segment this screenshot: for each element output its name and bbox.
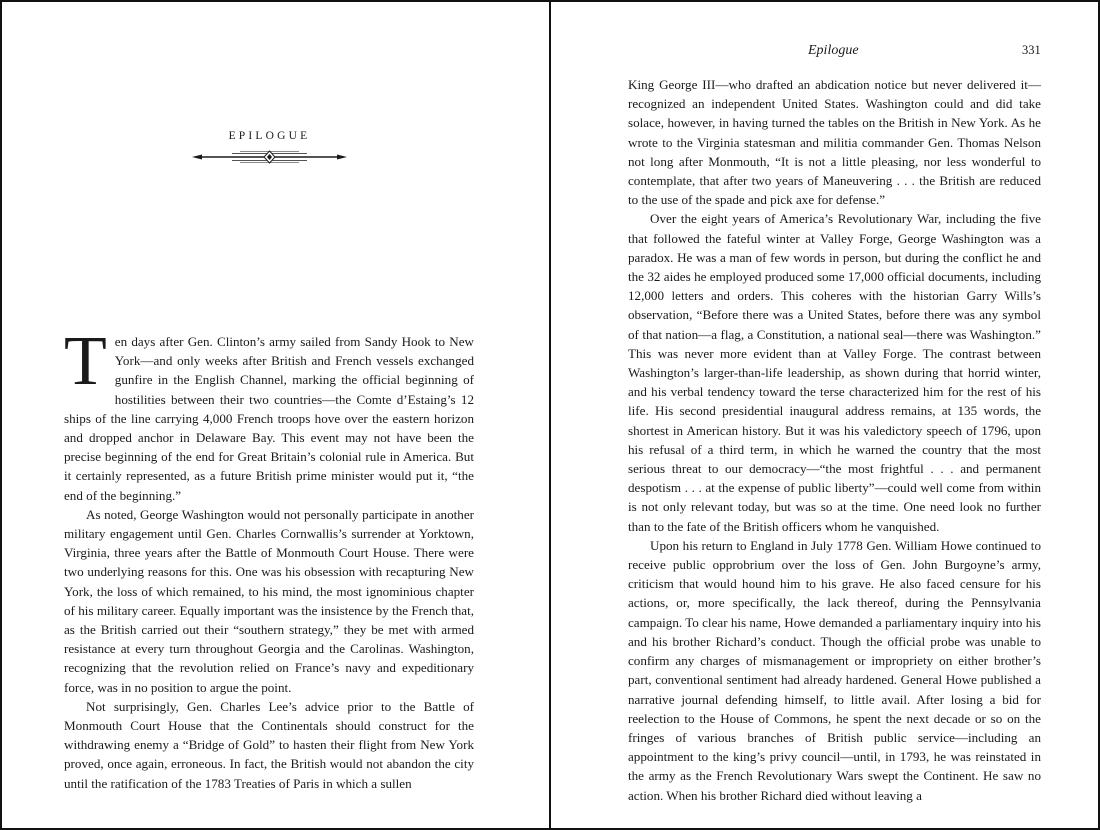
paragraph: Not surprisingly, Gen. Charles Lee’s advice prior to the Battle of Monmouth Court House that the Continentals should construct for the withdrawing enemy a “Bridge of Gold” to hasten their flight from New York proved, once again, erroneous. In fact, the British would not abandon the city until the ratification of the 1783 Treaties of Paris in which a sullen [64,698,474,791]
left-page [2,2,551,828]
left-body-text [64,323,474,793]
paragraph: Upon his return to England in July 1778 Gen. William Howe continued to receive public opprobrium over the loss of Gen. John Burgoyne’s army, criticism that would hound him to his grave. He also faced censure for his actions, or, more specifically, the lack thereof, during the Pennsylvania campaign. To clear his name, Howe demanded a parliamentary inquiry into his and his brother Richard’s conduct. Though the official probe was unable to confirm any charges of mismanagement or impropriety on either brother’s part, conventional sentiment had already hardened. General Howe published a narrative journal defending himself, to little avail. After losing a bid for reelection to the House of Commons, he spent the next decade or so on the fringes of various branches of British public service—including an appointment to the king’s privy council—until, in 1793, he was reinstated in the army as the French Revolutionary Wars swept the Continent. He saw no action. When his brother Richard died without leaving a [628,537,1041,803]
drop-cap: T [64,323,107,400]
right-body-text [628,75,1041,805]
chapter-heading: EPILOGUE [228,130,311,142]
paragraph-text: en days after Gen. Clinton’s army sailed from Sandy Hook to New York—and only weeks after British and French vessels exchanged gunfire in the English Channel, marking the official beginning of hostilities between their two countries—the Comte d’Estaing’s 12 ships of the line carrying 4,000 French troops hove over the eastern horizon and dropped anchor in Delaware Bay. This event may not have been the precise beginning of the end for Great Britain’s colonial rule in America. But it certainly represented, as a future British prime minister would put it, “the end of the beginning.” [64,334,474,503]
running-head: Epilogue [808,43,859,58]
paragraph: King George III—who drafted an abdication notice but never delivered it—recognized an independent United States. Washington could and did take solace, however, in having turned the tables on the British in New York. As he wrote to the Virginia statesman and militia commander Gen. Thomas Nelson not long after Monmouth, “It is not a little pleasing, nor less wonderful to contemplate, that after two years of Maneuvering . . . the British are reduced to the use of the spade and pick axe for defense.” [628,77,1041,208]
right-page [551,2,1098,828]
paragraph: As noted, George Washington would not personally participate in another military engagement until Gen. Charles Cornwallis’s surrender at Yorktown, Virginia, three years after the Battle of Monmouth Court House. There were two underlying reasons for this. One was his obsession with recapturing New York, the loss of which remained, to his mind, the most ignominious chapter of his military career. Equally important was the insistence by the French that, as the British carried out their “southern strategy,” they be met with armed resistance at every turn throughout Georgia and the Carolinas. Washington, recognizing that the revolution relied on France’s navy and expeditionary force, was in no position to argue the point. [64,506,474,695]
page-number: 331 [1022,43,1041,57]
paragraph [64,323,474,505]
paragraph: Over the eight years of America’s Revolutionary War, including the five that followed the fateful winter at Valley Forge, George Washington was a paradox. He was a man of few words in person, but during the conflict he and the 32 aides he employed produced some 17,000 official documents, including 12,000 letters and orders. This coheres with the historian Garry Wills’s observation, “Before there was a United States, before there was any symbol of that nation—a flag, a Constitution, a national seal—there was Washington.” This was never more evident than at Valley Forge. The contrast between Washington’s larger-than-life leadership, as shown during that horrid winter, and his verbal tendency toward the terse characterized him for the rest of his life. His second presidential inaugural address remains, at 135 words, the shortest in American history. But it was his valedictory speech of 1796, upon his refusal of a third term, in which he warned the country that the most serious threat to our democracy—“the most frightful . . . and permanent despotism . . . at the expense of public liberty”—could well come from within is not only relevant today, but was so at the time. One need look no further than to the fate of the British officers whom he vanquished. [628,211,1041,534]
ornament-divider-icon [192,150,347,164]
